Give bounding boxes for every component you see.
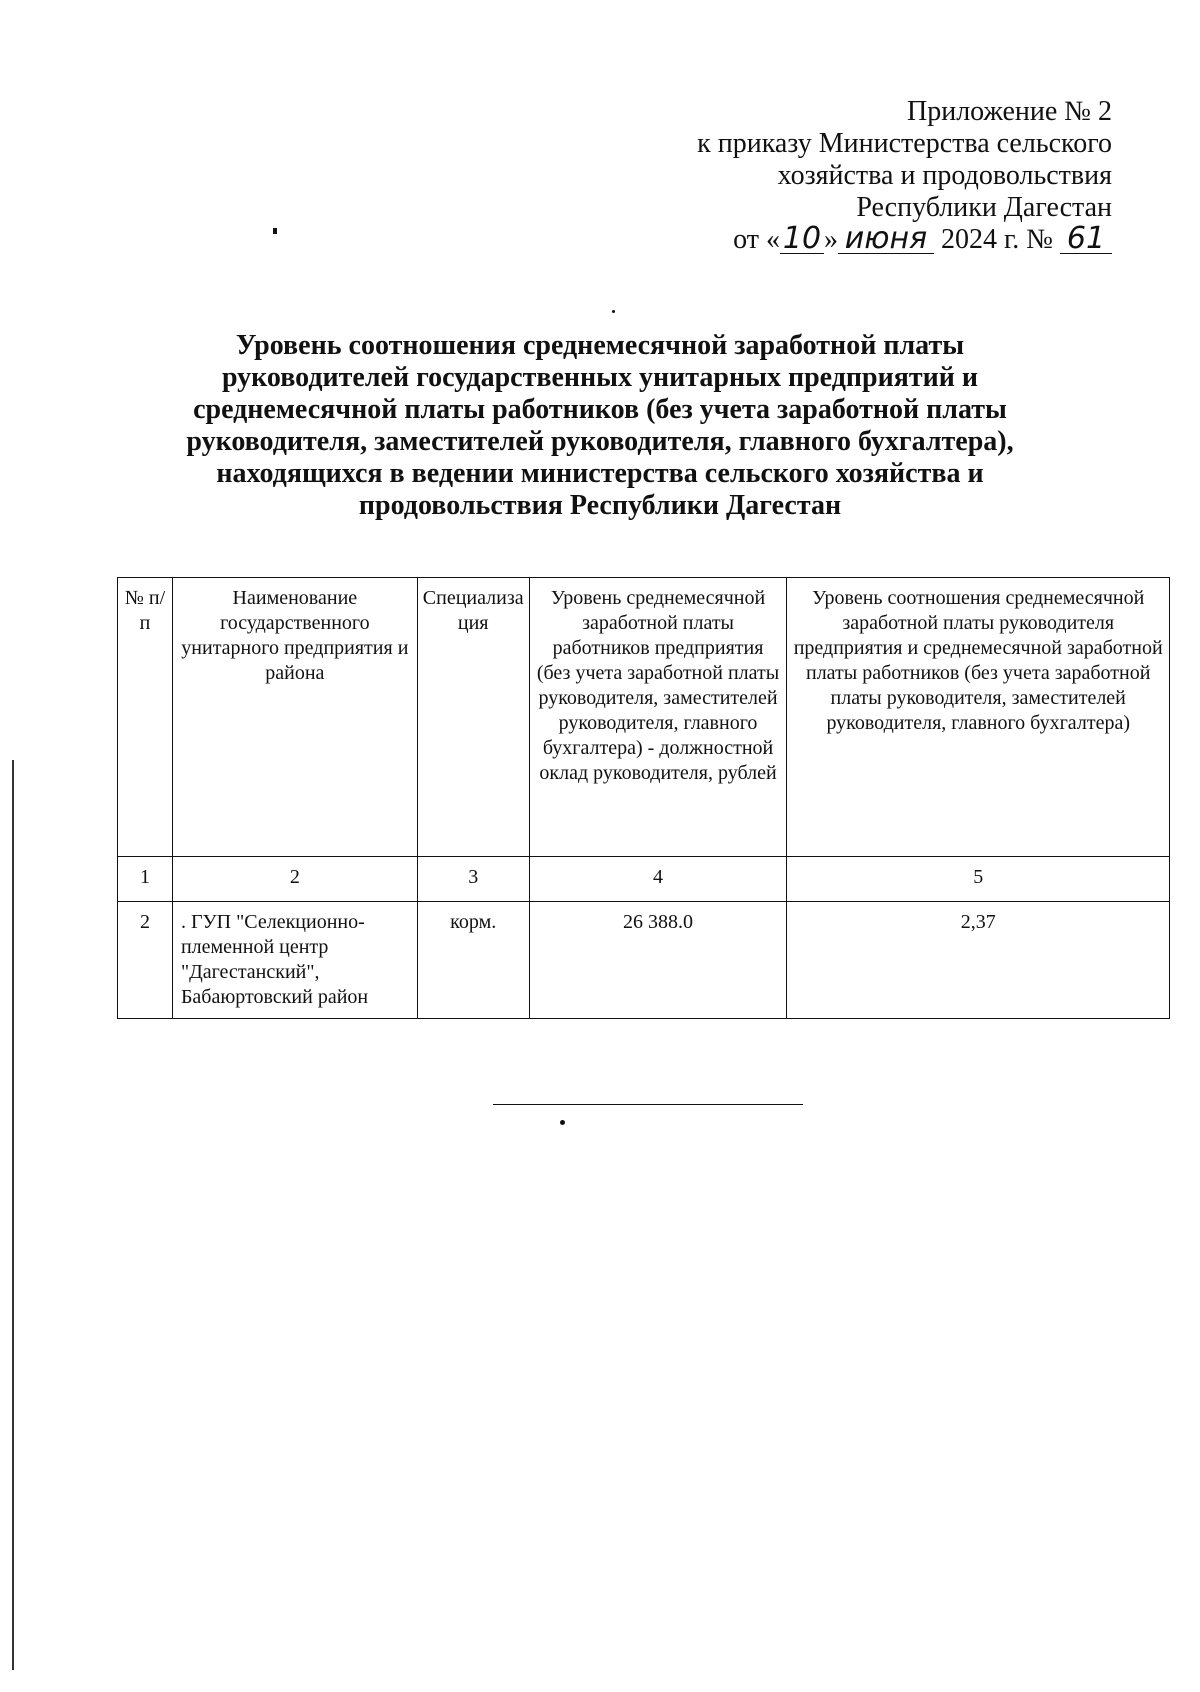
salary-ratio-table <box>117 577 1170 1019</box>
header-specialization: Специализация <box>417 578 529 857</box>
scan-dot <box>560 1120 565 1125</box>
scan-dot <box>273 228 277 234</box>
date-mid: » <box>823 224 838 255</box>
column-number: 3 <box>417 857 529 902</box>
closing-rule <box>493 1104 803 1105</box>
specialization: корм. <box>417 902 529 1019</box>
handwritten-day: 10 <box>780 225 824 254</box>
row-number: 2 <box>118 902 173 1019</box>
header-number: № п/п <box>118 578 173 857</box>
ratio-value: 2,37 <box>787 902 1170 1019</box>
appendix-order-ref: к приказу Министерства сельского <box>697 128 1112 159</box>
salary-value: 26 388.0 <box>529 902 787 1019</box>
date-year: 2024 г. № <box>940 224 1053 255</box>
column-number-row <box>118 857 1170 902</box>
appendix-label: Приложение № 2 <box>907 96 1112 127</box>
header-ratio-level: Уровень соотношения среднемесячной заработной платы руководителя предприятия и среднемесячной заработной платы работников (без учета заработной платы руководителя, заместителей руководителя, главного бухгалтера) <box>787 578 1170 857</box>
document-title: Уровень соотношения среднемесячной заработной платы руководителей государственных унитарных предприятий и среднемесячной платы работников (без учета заработной платы руководителя, заместителей руководителя, главного бухгалтера), находящихся в ведении министерства сельского хозяйства и продовольствия Республики Дагестан <box>186 330 1014 521</box>
appendix-republic: Республики Дагестан <box>856 192 1112 223</box>
scan-edge-line <box>12 760 14 1670</box>
table-row <box>118 902 1170 1019</box>
column-number: 5 <box>787 857 1170 902</box>
enterprise-name: . ГУП "Селекционно-племенной центр "Дагестанский", Бабаюртовский район <box>172 902 417 1019</box>
header-enterprise: Наименование государственного унитарного предприятия и района <box>172 578 417 857</box>
column-number: 1 <box>118 857 173 902</box>
appendix-block <box>492 96 1112 256</box>
scan-dot <box>612 310 615 313</box>
date-prefix: от « <box>733 224 780 255</box>
header-salary-level: Уровень среднемесячной заработной платы работников предприятия (без учета заработной платы руководителя, заместителей руководителя, главного бухгалтера) - должностной оклад руководителя, рублей <box>529 578 787 857</box>
handwritten-month: июня <box>838 225 934 254</box>
appendix-ministry: хозяйства и продовольствия <box>777 160 1112 191</box>
column-number: 2 <box>172 857 417 902</box>
appendix-date-line <box>492 221 1112 256</box>
table-header-row <box>118 578 1170 857</box>
column-number: 4 <box>529 857 787 902</box>
handwritten-order-number: 61 <box>1060 225 1112 254</box>
